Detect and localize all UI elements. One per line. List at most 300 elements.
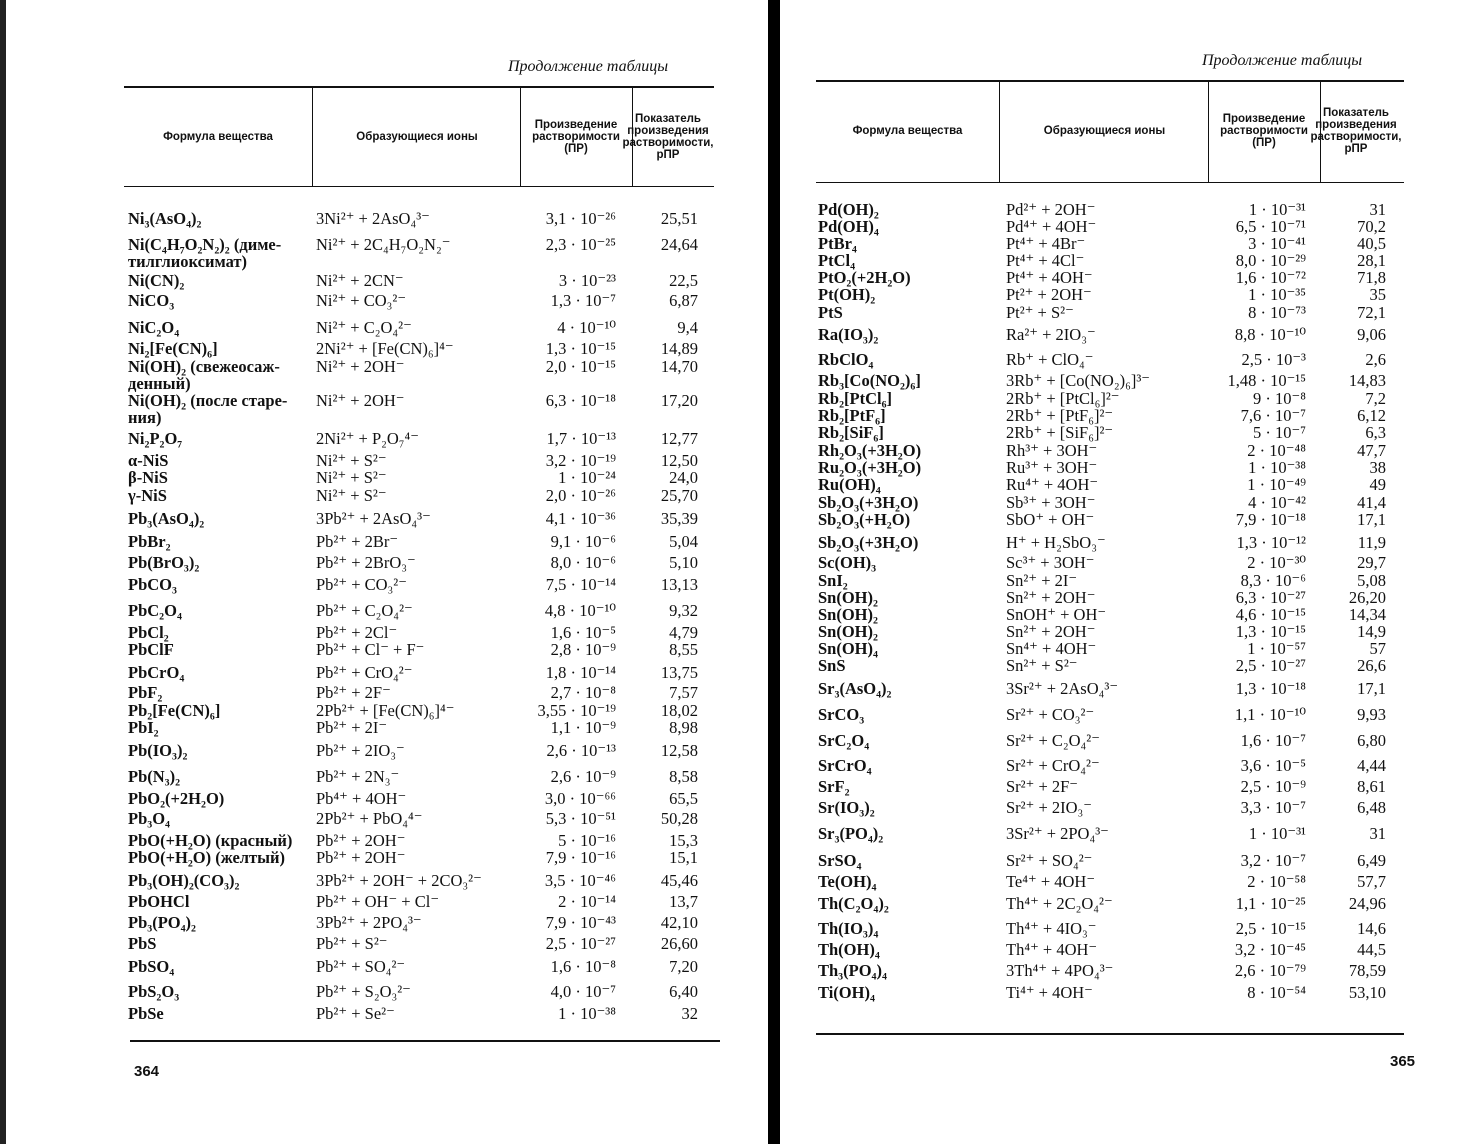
- ions-cell: 2Rb⁺ + [PtF₆]²⁻: [1006, 406, 1114, 425]
- formula-cell: Ru(OH)₄: [818, 475, 881, 494]
- ksp-cell: 2 · 10⁻¹⁴: [558, 892, 616, 911]
- ksp-cell: 1,3 · 10⁻¹⁵: [545, 339, 616, 358]
- pksp-cell: 29,7: [1357, 553, 1386, 572]
- ions-cell: H⁺ + H₂SbO₃⁻: [1006, 533, 1106, 552]
- pksp-cell: 53,10: [1348, 983, 1386, 1002]
- ksp-cell: 3,2 · 10⁻⁷: [1240, 851, 1306, 870]
- ions-cell: Ni²⁺ + S²⁻: [316, 451, 387, 470]
- ksp-cell: 7,6 · 10⁻⁷: [1240, 406, 1306, 425]
- table-bottom-rule: [816, 1033, 1404, 1035]
- ions-cell: Pb²⁺ + 2BrO₃⁻: [316, 553, 416, 572]
- pksp-cell: 42,10: [660, 913, 698, 932]
- formula-cell: SrF₂: [818, 777, 850, 796]
- table-bottom-rule: [130, 1040, 720, 1042]
- pksp-cell: 17,1: [1357, 679, 1386, 698]
- ksp-cell: 3,2 · 10⁻¹⁹: [545, 451, 616, 470]
- formula-cell: PbCrO₄: [128, 663, 185, 682]
- formula-cell: Rb₂[SiF₆]: [818, 423, 884, 442]
- formula-cell: Te(OH)₄: [818, 872, 877, 891]
- formula-cell: PbClF: [128, 640, 174, 659]
- formula-cell: Sc(OH)₃: [818, 553, 877, 572]
- pksp-cell: 25,70: [660, 486, 698, 505]
- ions-cell: Sr²⁺ + SO₄²⁻: [1006, 851, 1093, 870]
- formula-cell: Th(OH)₄: [818, 940, 880, 959]
- ksp-cell: 4,0 · 10⁻⁷: [550, 982, 616, 1001]
- pksp-cell: 40,5: [1357, 234, 1386, 253]
- formula-cell: Ni₃(AsO₄)₂: [128, 209, 202, 228]
- ions-cell: Ni²⁺ + 2OH⁻: [316, 357, 405, 376]
- pksp-cell: 9,06: [1357, 325, 1386, 344]
- pksp-cell: 15,3: [669, 831, 698, 850]
- pksp-cell: 7,20: [669, 957, 698, 976]
- pksp-cell: 47,7: [1357, 441, 1386, 460]
- pksp-cell: 9,32: [669, 601, 698, 620]
- formula-cell: Sr(IO₃)₂: [818, 798, 875, 817]
- column-divider: [520, 88, 521, 186]
- pksp-cell: 14,9: [1357, 622, 1386, 641]
- ions-cell: 2Pb²⁺ + PbO₄⁴⁻: [316, 809, 423, 828]
- formula-cell: SrCO₃: [818, 705, 865, 724]
- column-divider: [999, 82, 1000, 182]
- pksp-cell: 13,75: [660, 663, 698, 682]
- ksp-cell: 7,5 · 10⁻¹⁴: [545, 575, 616, 594]
- ions-cell: Sc³⁺ + 3OH⁻: [1006, 553, 1095, 572]
- formula-cell: Rb₃[Co(NO₂)₆]: [818, 371, 921, 390]
- ksp-cell: 6,3 · 10⁻¹⁸: [545, 391, 616, 410]
- header-ksp: Произведение растворимости (ПР): [1220, 113, 1308, 149]
- ksp-cell: 3,3 · 10⁻⁷: [1240, 798, 1306, 817]
- header-formula: Формула вещества: [852, 125, 963, 137]
- ksp-cell: 1,3 · 10⁻¹²: [1236, 533, 1306, 552]
- ions-cell: Pb²⁺ + SO₄²⁻: [316, 957, 406, 976]
- ions-cell: Pt⁴⁺ + 4OH⁻: [1006, 268, 1093, 287]
- pksp-cell: 26,20: [1348, 588, 1386, 607]
- ksp-cell: 7,9 · 10⁻⁴³: [545, 913, 616, 932]
- ksp-cell: 1,3 · 10⁻⁷: [550, 291, 616, 310]
- formula-cell: Sr₃(PO₄)₂: [818, 824, 884, 843]
- ksp-cell: 8,0 · 10⁻²⁹: [1235, 251, 1306, 270]
- ions-cell: Pb²⁺ + 2N₃⁻: [316, 767, 400, 786]
- formula-cell: Sn(OH)₂: [818, 588, 878, 607]
- ksp-cell: 1,6 · 10⁻⁷²: [1235, 268, 1306, 287]
- ksp-cell: 4 · 10⁻¹⁰: [557, 318, 616, 337]
- formula-cell: Sn(OH)₄: [818, 639, 878, 658]
- formula-cell: PbO(+H₂O) (желтый): [128, 848, 286, 867]
- pksp-cell: 26,6: [1357, 656, 1386, 675]
- ions-cell: 3Sr²⁺ + 2AsO₄³⁻: [1006, 679, 1119, 698]
- pksp-cell: 14,70: [660, 357, 698, 376]
- ksp-cell: 1 · 10⁻³¹: [1248, 200, 1306, 219]
- ions-cell: SnOH⁺ + OH⁻: [1006, 605, 1107, 624]
- ksp-cell: 5 · 10⁻¹⁶: [558, 831, 616, 850]
- formula-cell: Pb₃(AsO₄)₂: [128, 509, 205, 528]
- ksp-cell: 7,9 · 10⁻¹⁶: [545, 848, 616, 867]
- formula-cell: PtS: [818, 303, 843, 322]
- ions-cell: Pb²⁺ + Cl⁻ + F⁻: [316, 640, 425, 659]
- pksp-cell: 22,5: [669, 271, 698, 290]
- pksp-cell: 9,4: [677, 318, 698, 337]
- ksp-cell: 1 · 10⁻³⁸: [558, 1004, 616, 1023]
- formula-cell: α-NiS: [128, 451, 169, 470]
- continuation-title: Продолжение таблицы: [508, 58, 669, 75]
- pksp-cell: 7,2: [1365, 389, 1386, 408]
- ions-cell: Pt²⁺ + 2OH⁻: [1006, 285, 1092, 304]
- ksp-cell: 8,0 · 10⁻⁶: [550, 553, 616, 572]
- ions-cell: Sr²⁺ + C₂O₄²⁻: [1006, 731, 1100, 750]
- ksp-cell: 3,1 · 10⁻²⁶: [545, 209, 616, 228]
- ions-cell: Ra²⁺ + 2IO₃⁻: [1006, 325, 1096, 344]
- formula-cell: SrCrO₄: [818, 756, 872, 775]
- ksp-cell: 3 · 10⁻⁴¹: [1248, 234, 1306, 253]
- pksp-cell: 28,1: [1357, 251, 1386, 270]
- formula-cell: Ti(OH)₄: [818, 983, 875, 1002]
- pksp-cell: 14,83: [1348, 371, 1386, 390]
- formula-cell: NiCO₃: [128, 291, 175, 310]
- formula-cell: Ru₂O₃(+3H₂O): [818, 458, 922, 477]
- ksp-cell: 2,7 · 10⁻⁸: [550, 683, 616, 702]
- ions-cell: Ni²⁺ + S²⁻: [316, 468, 387, 487]
- header-pksp: Показатель произведения растворимости, pПР: [622, 113, 714, 161]
- ions-cell: 3Ni²⁺ + 2AsO₄³⁻: [316, 209, 430, 228]
- pksp-cell: 14,89: [660, 339, 698, 358]
- ksp-cell: 2,3 · 10⁻²⁵: [545, 235, 616, 254]
- ksp-cell: 4,6 · 10⁻¹⁵: [1235, 605, 1306, 624]
- ksp-cell: 2,5 · 10⁻²⁷: [545, 934, 616, 953]
- pksp-cell: 13,7: [669, 892, 698, 911]
- formula-cell: Pb₂[Fe(CN)₆]: [128, 701, 221, 720]
- ksp-cell: 9,1 · 10⁻⁶: [550, 532, 616, 551]
- pksp-cell: 41,4: [1357, 493, 1386, 512]
- header-formula: Формула вещества: [163, 131, 273, 143]
- ksp-cell: 1,3 · 10⁻¹⁸: [1235, 679, 1306, 698]
- formula-cell: Sr₃(AsO₄)₂: [818, 679, 892, 698]
- pksp-cell: 24,64: [660, 235, 698, 254]
- formula-cell: PtO₂(+2H₂O): [818, 268, 911, 287]
- column-divider: [312, 88, 313, 186]
- pksp-cell: 8,55: [669, 640, 698, 659]
- ksp-cell: 7,9 · 10⁻¹⁸: [1235, 510, 1306, 529]
- pksp-cell: 14,6: [1357, 919, 1386, 938]
- ions-cell: Pb²⁺ + 2OH⁻: [316, 831, 406, 850]
- formula-cell: β-NiS: [128, 468, 168, 487]
- ions-cell: Sn²⁺ + 2OH⁻: [1006, 588, 1096, 607]
- ksp-cell: 2,0 · 10⁻¹⁵: [545, 357, 616, 376]
- pksp-cell: 6,87: [669, 291, 698, 310]
- ksp-cell: 2,6 · 10⁻⁹: [550, 767, 616, 786]
- ions-cell: Pb²⁺ + CrO₄²⁻: [316, 663, 413, 682]
- pksp-cell: 12,58: [660, 741, 698, 760]
- pksp-cell: 18,02: [660, 701, 698, 720]
- header-bottom-rule: [124, 186, 714, 187]
- pksp-cell: 13,13: [660, 575, 698, 594]
- continuation-title: Продолжение таблицы: [1202, 52, 1363, 69]
- formula-cell: Pb(IO₃)₂: [128, 741, 188, 760]
- ions-cell: Pd²⁺ + 2OH⁻: [1006, 200, 1096, 219]
- formula-cell: Sb₂O₃(+3H₂O): [818, 493, 919, 512]
- pksp-cell: 45,46: [660, 871, 698, 890]
- pksp-cell: 49: [1369, 475, 1386, 494]
- ions-cell: Sb³⁺ + 3OH⁻: [1006, 493, 1096, 512]
- ksp-cell: 1 · 10⁻²⁴: [558, 468, 616, 487]
- ions-cell: Pb²⁺ + Se²⁻: [316, 1004, 395, 1023]
- ksp-cell: 1,7 · 10⁻¹³: [546, 429, 616, 448]
- pksp-cell: 72,1: [1357, 303, 1386, 322]
- ions-cell: Th⁴⁺ + 4OH⁻: [1006, 940, 1098, 959]
- pksp-cell: 11,9: [1357, 533, 1386, 552]
- ksp-cell: 2,6 · 10⁻¹³: [546, 741, 616, 760]
- ions-cell: Pb²⁺ + 2Cl⁻: [316, 623, 398, 642]
- formula-cell: PbI₂: [128, 718, 159, 737]
- ksp-cell: 9 · 10⁻⁸: [1253, 389, 1306, 408]
- formula-cell: Ni₂P₂O₇: [128, 429, 183, 448]
- ions-cell: Pb²⁺ + S₂O₃²⁻: [316, 982, 411, 1001]
- ksp-cell: 6,5 · 10⁻⁷¹: [1235, 217, 1306, 236]
- header-pksp: Показатель произведения растворимости, pПР: [1310, 107, 1402, 155]
- pksp-cell: 6,48: [1357, 798, 1386, 817]
- header-ksp: Произведение растворимости (ПР): [532, 119, 620, 155]
- ksp-cell: 3,6 · 10⁻⁵: [1240, 756, 1306, 775]
- ksp-cell: 5,3 · 10⁻⁵¹: [545, 809, 616, 828]
- ksp-cell: 8 · 10⁻⁵⁴: [1247, 983, 1306, 1002]
- formula-cell: Pb₃(OH)₂(CO₃)₂: [128, 871, 240, 890]
- ksp-cell: 3,2 · 10⁻⁴⁵: [1234, 940, 1306, 959]
- pksp-cell: 8,61: [1357, 777, 1386, 796]
- pksp-cell: 35,39: [660, 509, 698, 528]
- pksp-cell: 17,1: [1357, 510, 1386, 529]
- ions-cell: Rh³⁺ + 3OH⁻: [1006, 441, 1098, 460]
- pksp-cell: 12,77: [660, 429, 698, 448]
- formula-cell: PbS: [128, 934, 157, 953]
- formula-cell: PbO₂(+2H₂O): [128, 789, 225, 808]
- pksp-cell: 32: [681, 1004, 698, 1023]
- ions-cell: Pt²⁺ + S²⁻: [1006, 303, 1074, 322]
- ksp-cell: 2,0 · 10⁻²⁶: [545, 486, 616, 505]
- pksp-cell: 2,6: [1365, 350, 1386, 369]
- formula-cell: Th(C₂O₄)₂: [818, 894, 889, 913]
- ions-cell: Ni²⁺ + S²⁻: [316, 486, 387, 505]
- ksp-cell: 2,6 · 10⁻⁷⁹: [1234, 961, 1306, 980]
- formula-cell: Rh₂O₃(+3H₂O): [818, 441, 922, 460]
- ksp-cell: 8,8 · 10⁻¹⁰: [1234, 325, 1306, 344]
- ions-cell: Pt⁴⁺ + 4Cl⁻: [1006, 251, 1085, 270]
- formula-cell: PbBr₂: [128, 532, 171, 551]
- formula-cell: Ni(CN)₂: [128, 271, 185, 290]
- ions-cell: 3Pb²⁺ + 2AsO₄³⁻: [316, 509, 431, 528]
- formula-cell: Pb(N₃)₂: [128, 767, 181, 786]
- page-number: 364: [134, 1063, 160, 1080]
- ksp-cell: 1 · 10⁻³¹: [1248, 824, 1306, 843]
- ions-cell: Sr²⁺ + 2IO₃⁻: [1006, 798, 1093, 817]
- formula-cell: Th₃(PO₄)₄: [818, 961, 887, 980]
- ksp-cell: 1 · 10⁻³⁵: [1248, 285, 1306, 304]
- ksp-cell: 2 · 10⁻⁵⁸: [1247, 872, 1306, 891]
- ions-cell: 2Pb²⁺ + [Fe(CN)₆]⁴⁻: [316, 701, 455, 720]
- formula-cell: NiC₂O₄: [128, 318, 180, 337]
- pksp-cell: 24,96: [1348, 894, 1386, 913]
- ions-cell: Ni²⁺ + 2CN⁻: [316, 271, 404, 290]
- ksp-cell: 2 · 10⁻³⁰: [1247, 553, 1306, 572]
- pksp-cell: 7,57: [669, 683, 698, 702]
- pksp-cell: 17,20: [660, 391, 698, 410]
- formula-cell: Rb₂[PtCl₆]: [818, 389, 893, 408]
- formula-cell: Pt(OH)₂: [818, 285, 876, 304]
- formula-cell: Ni(OH)₂ (после старе- ния): [128, 391, 288, 427]
- ksp-cell: 1,8 · 10⁻¹⁴: [545, 663, 616, 682]
- ions-cell: Ru³⁺ + 3OH⁻: [1006, 458, 1098, 477]
- header-bottom-rule: [816, 182, 1404, 183]
- pksp-cell: 14,34: [1348, 605, 1386, 624]
- ksp-cell: 3,0 · 10⁻⁶⁶: [544, 789, 616, 808]
- ions-cell: 3Rb⁺ + [Co(NO₂)₆]³⁻: [1006, 371, 1150, 390]
- pksp-cell: 12,50: [660, 451, 698, 470]
- formula-cell: Pd(OH)₄: [818, 217, 879, 236]
- ksp-cell: 1,6 · 10⁻⁷: [1240, 731, 1306, 750]
- book-gutter: [768, 0, 780, 1144]
- ions-cell: Pb²⁺ + 2I⁻: [316, 718, 388, 737]
- ions-cell: Ti⁴⁺ + 4OH⁻: [1006, 983, 1093, 1002]
- ksp-cell: 8 · 10⁻⁷³: [1248, 303, 1306, 322]
- pksp-cell: 6,49: [1357, 851, 1386, 870]
- pksp-cell: 50,28: [660, 809, 698, 828]
- ksp-cell: 6,3 · 10⁻²⁷: [1235, 588, 1306, 607]
- pksp-cell: 8,58: [669, 767, 698, 786]
- ksp-cell: 4,8 · 10⁻¹⁰: [544, 601, 616, 620]
- ksp-cell: 2,5 · 10⁻²⁷: [1235, 656, 1306, 675]
- formula-cell: Pb(BrO₃)₂: [128, 553, 200, 572]
- formula-cell: SnI₂: [818, 571, 848, 590]
- pksp-cell: 24,0: [669, 468, 698, 487]
- formula-cell: Sb₂O₃(+H₂O): [818, 510, 911, 529]
- ions-cell: Sr²⁺ + CrO₄²⁻: [1006, 756, 1100, 775]
- formula-cell: PbCl₂: [128, 623, 169, 642]
- header-ions: Образующиеся ионы: [356, 131, 478, 143]
- ksp-cell: 2,5 · 10⁻⁹: [1240, 777, 1306, 796]
- pksp-cell: 9,93: [1357, 705, 1386, 724]
- ions-cell: Pd⁴⁺ + 4OH⁻: [1006, 217, 1097, 236]
- ions-cell: Ni²⁺ + C₂O₄²⁻: [316, 318, 412, 337]
- formula-cell: PbOHCl: [128, 892, 190, 911]
- header-ions: Образующиеся ионы: [1043, 125, 1166, 137]
- ions-cell: Ni²⁺ + 2C₄H₇O₂N₂⁻: [316, 235, 451, 254]
- page-number: 365: [1390, 1053, 1416, 1070]
- ksp-cell: 1,48 · 10⁻¹⁵: [1227, 371, 1306, 390]
- ions-cell: 3Sr²⁺ + 2PO₄³⁻: [1006, 824, 1109, 843]
- pksp-cell: 71,8: [1357, 268, 1386, 287]
- ions-cell: Pb²⁺ + 2OH⁻: [316, 848, 406, 867]
- ksp-cell: 1,1 · 10⁻²⁵: [1235, 894, 1306, 913]
- formula-cell: PbO(+H₂O) (красный): [128, 831, 293, 850]
- formula-cell: Sb₂O₃(+3H₂O): [818, 533, 919, 552]
- ksp-cell: 3,5 · 10⁻⁴⁶: [544, 871, 616, 890]
- pksp-cell: 35: [1369, 285, 1386, 304]
- ksp-cell: 3 · 10⁻²³: [558, 271, 616, 290]
- ksp-cell: 1 · 10⁻⁵⁷: [1247, 639, 1306, 658]
- ions-cell: Pb²⁺ + OH⁻ + Cl⁻: [316, 892, 440, 911]
- ions-cell: Th⁴⁺ + 4IO₃⁻: [1006, 919, 1097, 938]
- pksp-cell: 4,44: [1357, 756, 1386, 775]
- ions-cell: Pb²⁺ + CO₃²⁻: [316, 575, 407, 594]
- pksp-cell: 6,40: [669, 982, 698, 1001]
- formula-cell: Ni(OH)₂ (свежеосаж- денный): [128, 357, 280, 393]
- ions-cell: Pt⁴⁺ + 4Br⁻: [1006, 234, 1086, 253]
- ions-cell: 2Ni²⁺ + [Fe(CN)₆]⁴⁻: [316, 339, 454, 358]
- formula-cell: Rb₂[PtF₆]: [818, 406, 886, 425]
- ksp-cell: 1,1 · 10⁻¹⁰: [1234, 705, 1306, 724]
- ksp-cell: 1 · 10⁻⁴⁹: [1247, 475, 1306, 494]
- ksp-cell: 8,3 · 10⁻⁶: [1240, 571, 1306, 590]
- formula-cell: Pb₃O₄: [128, 809, 170, 828]
- pksp-cell: 5,10: [669, 553, 698, 572]
- pksp-cell: 38: [1369, 458, 1386, 477]
- ions-cell: Sn²⁺ + 2I⁻: [1006, 571, 1078, 590]
- ksp-cell: 2 · 10⁻⁴⁸: [1247, 441, 1306, 460]
- pksp-cell: 70,2: [1357, 217, 1386, 236]
- formula-cell: Pd(OH)₂: [818, 200, 879, 219]
- ions-cell: 3Pb²⁺ + 2PO₄³⁻: [316, 913, 422, 932]
- ksp-cell: 4 · 10⁻⁴²: [1248, 493, 1306, 512]
- ions-cell: Ni²⁺ + CO₃²⁻: [316, 291, 407, 310]
- formula-cell: Ni₂[Fe(CN)₆]: [128, 339, 218, 358]
- ions-cell: 2Rb⁺ + [PtCl₆]²⁻: [1006, 389, 1120, 408]
- pksp-cell: 65,5: [669, 789, 698, 808]
- pksp-cell: 31: [1369, 824, 1386, 843]
- ksp-cell: 1,1 · 10⁻⁹: [550, 718, 616, 737]
- pksp-cell: 8,98: [669, 718, 698, 737]
- table-top-rule: [124, 86, 714, 88]
- ions-cell: Ni²⁺ + 2OH⁻: [316, 391, 405, 410]
- ions-cell: Rb⁺ + ClO₄⁻: [1006, 350, 1094, 369]
- formula-cell: PbS₂O₃: [128, 982, 180, 1001]
- ions-cell: Sr²⁺ + CO₃²⁻: [1006, 705, 1095, 724]
- ions-cell: SbO⁺ + OH⁻: [1006, 510, 1095, 529]
- ions-cell: Pb²⁺ + 2Br⁻: [316, 532, 399, 551]
- pksp-cell: 57: [1369, 639, 1386, 658]
- ions-cell: Th⁴⁺ + 2C₂O₄²⁻: [1006, 894, 1113, 913]
- ions-cell: Pb²⁺ + S²⁻: [316, 934, 388, 953]
- pksp-cell: 6,12: [1357, 406, 1386, 425]
- formula-cell: PbSe: [128, 1004, 164, 1023]
- page-365: [780, 0, 1480, 1144]
- formula-cell: Ra(IO₃)₂: [818, 325, 879, 344]
- ksp-cell: 1,6 · 10⁻⁵: [550, 623, 616, 642]
- ions-cell: Pb²⁺ + C₂O₄²⁻: [316, 601, 413, 620]
- formula-cell: PtCl₄: [818, 251, 856, 270]
- ions-cell: Sn²⁺ + 2OH⁻: [1006, 622, 1096, 641]
- formula-cell: PbCO₃: [128, 575, 177, 594]
- ksp-cell: 2,5 · 10⁻³: [1241, 350, 1306, 369]
- column-divider: [1208, 82, 1209, 182]
- ksp-cell: 1,6 · 10⁻⁸: [550, 957, 616, 976]
- pksp-cell: 6,80: [1357, 731, 1386, 750]
- pksp-cell: 26,60: [660, 934, 698, 953]
- ksp-cell: 2,5 · 10⁻¹⁵: [1235, 919, 1306, 938]
- formula-cell: Ni(C₄H₇O₂N₂)₂ (диме- тилглиоксимат): [128, 235, 282, 271]
- formula-cell: SnS: [818, 656, 846, 675]
- ions-cell: Pb²⁺ + 2IO₃⁻: [316, 741, 405, 760]
- formula-cell: Pb₃(PO₄)₂: [128, 913, 196, 932]
- formula-cell: Sn(OH)₂: [818, 622, 878, 641]
- pksp-cell: 5,08: [1357, 571, 1386, 590]
- pksp-cell: 5,04: [669, 532, 698, 551]
- ksp-cell: 3,55 · 10⁻¹⁹: [537, 701, 616, 720]
- ions-cell: Pb²⁺ + 2F⁻: [316, 683, 391, 702]
- ions-cell: Ru⁴⁺ + 4OH⁻: [1006, 475, 1099, 494]
- pksp-cell: 57,7: [1357, 872, 1386, 891]
- ions-cell: 3Th⁴⁺ + 4PO₄³⁻: [1006, 961, 1114, 980]
- ksp-cell: 5 · 10⁻⁷: [1253, 423, 1306, 442]
- pksp-cell: 78,59: [1348, 961, 1386, 980]
- ksp-cell: 4,1 · 10⁻³⁶: [545, 509, 616, 528]
